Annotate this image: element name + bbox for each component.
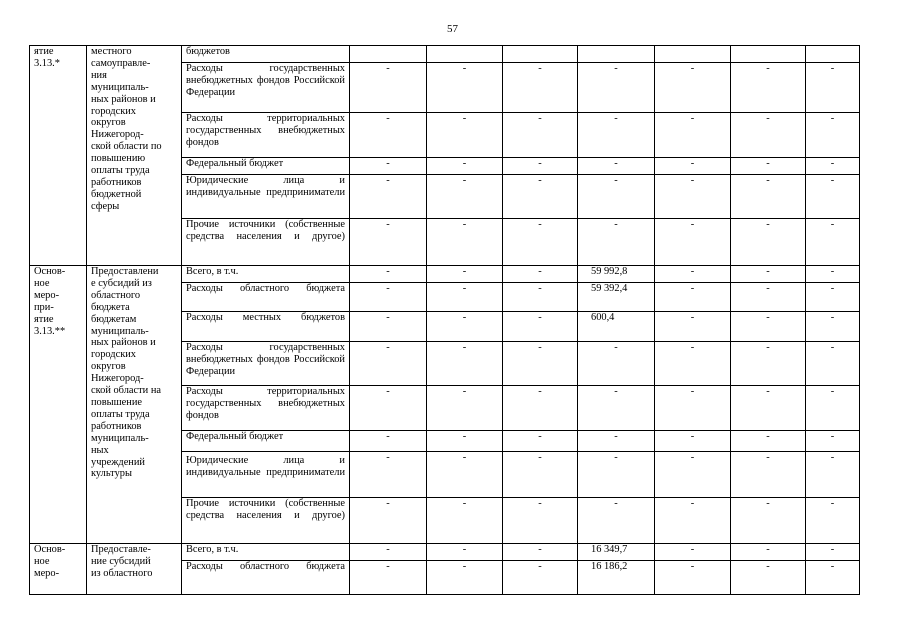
value-cell: -: [350, 158, 427, 175]
value-cell: -: [427, 266, 503, 283]
value-cell: -: [350, 561, 427, 595]
value-cell: -: [427, 498, 503, 544]
value-cell: -: [731, 452, 806, 498]
table-row: [30, 46, 860, 63]
value-cell: -: [806, 544, 860, 561]
activity-number-cell: ятие 3.13.*: [30, 46, 87, 266]
value-cell: -: [578, 386, 655, 431]
value-cell: -: [806, 312, 860, 342]
value-cell: -: [578, 452, 655, 498]
value-cell: -: [731, 544, 806, 561]
value-cell: -: [655, 158, 731, 175]
value-cell: -: [806, 561, 860, 595]
value-cell: -: [731, 498, 806, 544]
value-cell: -: [503, 63, 578, 113]
value-cell: -: [655, 561, 731, 595]
activity-number-cell: Основ- ное меро-: [30, 544, 87, 595]
funding-source-cell: Расходы государственных внебюджетных фондов Российской Федерации: [182, 63, 350, 113]
value-cell: -: [655, 113, 731, 158]
value-cell: -: [731, 266, 806, 283]
value-cell: -: [427, 219, 503, 266]
value-cell: -: [503, 312, 578, 342]
funding-table: [29, 45, 860, 595]
value-cell: -: [503, 158, 578, 175]
value-cell: -: [350, 544, 427, 561]
value-cell: -: [578, 113, 655, 158]
value-cell: -: [350, 175, 427, 219]
value-cell: -: [806, 431, 860, 452]
activity-name-cell: Предоставле- ние субсидий из областного: [87, 544, 182, 595]
funding-source-cell: бюджетов: [182, 46, 350, 63]
table-row: [30, 266, 860, 283]
value-cell: -: [503, 452, 578, 498]
value-cell: -: [350, 219, 427, 266]
value-cell: -: [806, 386, 860, 431]
activity-name-cell: Предоставлени е субсидий из областного бюджета бюджетам муниципаль- ных районов и городских округов Нижегород- ской области на повышение оплаты труда работников муниципаль- ных учреждений культуры: [87, 266, 182, 544]
value-cell: -: [578, 175, 655, 219]
value-cell: -: [806, 158, 860, 175]
value-cell: 600,4: [578, 312, 655, 342]
value-cell: -: [350, 431, 427, 452]
value-cell: -: [806, 266, 860, 283]
value-cell: -: [427, 452, 503, 498]
value-cell: [806, 46, 860, 63]
value-cell: -: [350, 312, 427, 342]
value-cell: -: [503, 498, 578, 544]
value-cell: -: [427, 386, 503, 431]
value-cell: [350, 46, 427, 63]
value-cell: 59 992,8: [578, 266, 655, 283]
value-cell: -: [427, 113, 503, 158]
value-cell: -: [806, 452, 860, 498]
value-cell: -: [350, 63, 427, 113]
value-cell: -: [578, 498, 655, 544]
value-cell: -: [731, 342, 806, 386]
value-cell: -: [655, 175, 731, 219]
value-cell: -: [503, 219, 578, 266]
value-cell: -: [806, 498, 860, 544]
value-cell: -: [427, 342, 503, 386]
value-cell: -: [503, 175, 578, 219]
value-cell: -: [731, 219, 806, 266]
value-cell: 16 349,7: [578, 544, 655, 561]
funding-source-cell: Расходы территориальных государственных внебюджетных фондов: [182, 113, 350, 158]
value-cell: -: [731, 283, 806, 312]
funding-source-cell: Расходы областного бюджета: [182, 561, 350, 595]
value-cell: -: [731, 113, 806, 158]
value-cell: -: [503, 342, 578, 386]
value-cell: -: [655, 431, 731, 452]
value-cell: -: [350, 113, 427, 158]
value-cell: -: [731, 158, 806, 175]
funding-source-cell: Расходы государственных внебюджетных фондов Российской Федерации: [182, 342, 350, 386]
value-cell: -: [731, 63, 806, 113]
funding-source-cell: Прочие источники (собственные средства населения и другое): [182, 219, 350, 266]
value-cell: -: [731, 386, 806, 431]
funding-source-cell: Юридические лица и индивидуальные предприниматели: [182, 452, 350, 498]
funding-source-cell: Расходы местных бюджетов: [182, 312, 350, 342]
value-cell: [503, 46, 578, 63]
value-cell: [578, 46, 655, 63]
activity-number-cell: Основ- ное меро- при- ятие 3.13.**: [30, 266, 87, 544]
value-cell: -: [427, 175, 503, 219]
funding-source-cell: Федеральный бюджет: [182, 431, 350, 452]
value-cell: -: [503, 113, 578, 158]
value-cell: -: [427, 158, 503, 175]
funding-source-cell: Прочие источники (собственные средства населения и другое): [182, 498, 350, 544]
value-cell: -: [806, 63, 860, 113]
value-cell: [427, 46, 503, 63]
value-cell: -: [655, 283, 731, 312]
value-cell: -: [350, 452, 427, 498]
value-cell: -: [655, 452, 731, 498]
value-cell: -: [427, 312, 503, 342]
value-cell: -: [655, 266, 731, 283]
value-cell: 16 186,2: [578, 561, 655, 595]
value-cell: -: [503, 266, 578, 283]
funding-source-cell: Всего, в т.ч.: [182, 544, 350, 561]
activity-name-cell: местного самоуправле- ния муниципаль- ных районов и городских округов Нижегород- ской области по повышению оплаты труда работников бюджетной сферы: [87, 46, 182, 266]
value-cell: -: [806, 113, 860, 158]
funding-source-cell: Расходы областного бюджета: [182, 283, 350, 312]
value-cell: -: [578, 63, 655, 113]
value-cell: -: [578, 219, 655, 266]
value-cell: -: [350, 283, 427, 312]
value-cell: -: [655, 219, 731, 266]
table-row: [30, 544, 860, 561]
value-cell: -: [427, 63, 503, 113]
value-cell: -: [655, 498, 731, 544]
value-cell: -: [350, 498, 427, 544]
value-cell: -: [350, 342, 427, 386]
value-cell: -: [731, 175, 806, 219]
value-cell: -: [731, 431, 806, 452]
value-cell: -: [655, 312, 731, 342]
value-cell: [655, 46, 731, 63]
value-cell: -: [655, 342, 731, 386]
value-cell: -: [427, 544, 503, 561]
value-cell: -: [427, 431, 503, 452]
value-cell: -: [806, 175, 860, 219]
value-cell: -: [731, 312, 806, 342]
value-cell: -: [655, 386, 731, 431]
value-cell: -: [427, 283, 503, 312]
value-cell: 59 392,4: [578, 283, 655, 312]
value-cell: -: [503, 544, 578, 561]
value-cell: -: [503, 431, 578, 452]
funding-source-cell: Всего, в т.ч.: [182, 266, 350, 283]
page-number: 57: [447, 23, 458, 35]
value-cell: -: [655, 544, 731, 561]
value-cell: -: [578, 431, 655, 452]
value-cell: -: [806, 219, 860, 266]
value-cell: -: [350, 266, 427, 283]
value-cell: -: [503, 386, 578, 431]
value-cell: -: [427, 561, 503, 595]
value-cell: -: [503, 283, 578, 312]
value-cell: -: [806, 342, 860, 386]
value-cell: -: [350, 386, 427, 431]
funding-source-cell: Федеральный бюджет: [182, 158, 350, 175]
funding-source-cell: Юридические лица и индивидуальные предприниматели: [182, 175, 350, 219]
value-cell: [731, 46, 806, 63]
value-cell: -: [578, 158, 655, 175]
value-cell: -: [503, 561, 578, 595]
value-cell: -: [806, 283, 860, 312]
funding-source-cell: Расходы территориальных государственных внебюджетных фондов: [182, 386, 350, 431]
value-cell: -: [578, 342, 655, 386]
value-cell: -: [655, 63, 731, 113]
value-cell: -: [731, 561, 806, 595]
